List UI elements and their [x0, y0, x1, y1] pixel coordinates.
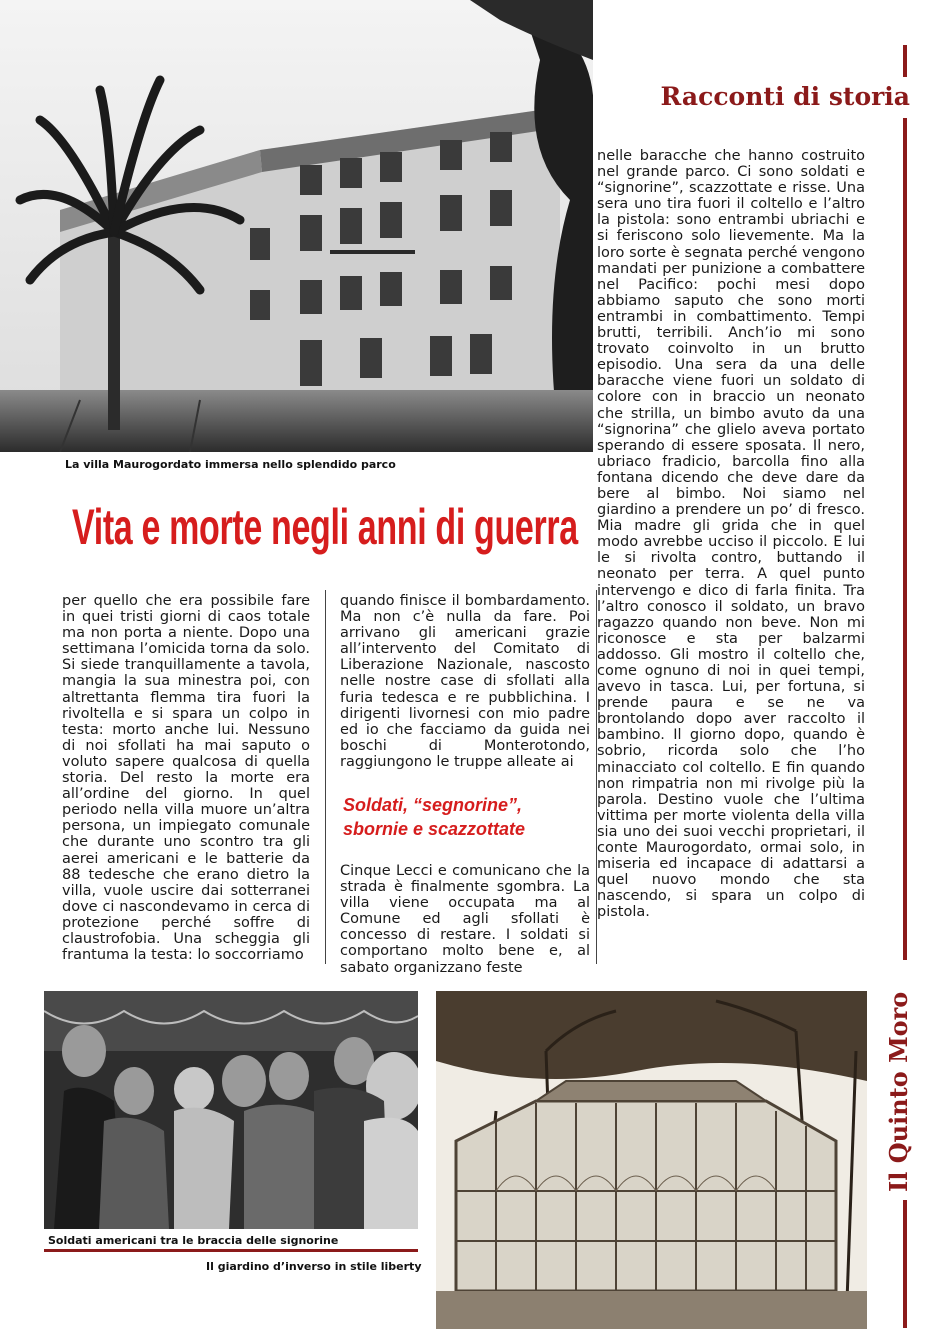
column-divider [325, 590, 326, 964]
article-headline: Vita e morte negli anni di guerra [72, 499, 578, 555]
garden-caption: Il giardino d’inverso in stile liberty [206, 1260, 422, 1273]
villa-photo [0, 0, 593, 452]
dance-caption: Soldati americani tra le braccia delle signorine [48, 1234, 339, 1247]
decorative-rule [903, 45, 907, 77]
article-column-2-top: quando finisce il bombardamento. Ma non c’è nulla da fare. Poi arrivano gli americani grazie all’intervento del Comitato di Liberazione Nazionale, nascosto nelle nostre case di sfollati alla furia tedesca e re pubblichina. I dirigenti livornesi con mio padre ed io che facciamo da guida nei boschi di Monterotondo, raggiungono le truppe alleate ai [340, 593, 590, 770]
subheading-line-1: Soldati, “segnorine”, [343, 795, 523, 815]
decorative-rule [903, 1200, 907, 1328]
section-title: Racconti di storia [660, 82, 910, 111]
magazine-name: Il Quinto Moro [884, 991, 913, 1192]
article-column-3: nelle baracche che hanno costruito nel grande parco. Ci sono soldati e “signorine”, scazzottate e risse. Una sera uno tira fuori il coltello e l’altro la pistola: sono entrambi ubriachi e si feriscono solo lievemente. Ma la loro sorte è segnata perché vengono mandati per punizione a combattere nel Pacifico: pochi mesi dopo abbiamo saputo che sono morti entrambi in combattimento. Tempi brutti, terribili. Anch’io mi sono trovato coinvolto in un brutto episodio. Una sera da una delle baracche viene fuori un soldato di colore con in braccio un neonato che strilla, un bimbo avuto da una “signorina” che glielo aveva portato sperando di essere sposata. Il nero, ubriaco fradicio, barcolla fino alla fontana dicendo che deve dare da bere al bimbo. Noi siamo nel giardino a prendere un po’ di fresco. Mia madre gli grida che in quel modo avrebbe ucciso il piccolo. E lui le si rivolta contro, buttando il neonato per terra. A quel punto intervengo e dico di farla finita. Tra l’altro conosco il soldato, un bravo ragazzo quando non beve. Non mi riconosce e sta per balzarmi addosso. Gli mostro il coltello che, come ognuno di noi in quei tempi, avevo in tasca. Lui, per fortuna, si prende paura e se ne va brontolando dopo aver raccolto il bambino. Il giorno dopo, quando è sobrio, ricorda solo che l’ho minacciato col coltello. E fin quando non rimpatria non mi rivolge più la parola. Destino vuole che l’ultima vittima per morte violenta della villa sia uno dei suoi vecchi proprietari, il conte Maurogordato, ormai solo, in miseria ed incapace di adattarsi a quel nuovo mondo che sta nascendo, si spara un colpo di pistola. [597, 148, 865, 921]
article-column-1: per quello che era possibile fare in quei tristi giorni di caos totale ma non porta a niente. Dopo una settimana l’omicida torna da solo. Si siede tranquillamente a tavola, mangia la sua minestra poi, con altrettanta flemma tira fuori la rivoltella e si spara un colpo in testa: morto anche lui. Nessuno di noi sfollati ha mai saputo o voluto sapere qualcosa di quella storia. Del resto la morte era all’ordine del giorno. In quel periodo nella villa muore un’altra persona, un impiegato comunale che durante uno scontro tra gli aerei americani e le batterie da 88 tedesche che erano dietro la villa, vuole uscire dai sotterranei dove ci nascondevamo in cerca di protezione perché soffre di claustrofobia. Una scheggia gli frantuma la testa: lo soccorriamo [62, 593, 310, 964]
winter-garden-photo [436, 991, 867, 1329]
decorative-rule [903, 118, 907, 960]
article-subheading [343, 793, 583, 841]
caption-rule [44, 1249, 418, 1252]
villa-caption: La villa Maurogordato immersa nello splendido parco [65, 458, 396, 471]
subheading-line-2: sbornie e scazzottate [343, 819, 526, 839]
article-column-2-bottom: Cinque Lecci e comunicano che la strada è finalmente sgombra. La villa viene occupata ma al Comune ed agli sfollati è concesso di restare. I soldati si comportano molto bene e, al sabato organizzano feste [340, 863, 590, 976]
dance-photo [44, 991, 418, 1229]
